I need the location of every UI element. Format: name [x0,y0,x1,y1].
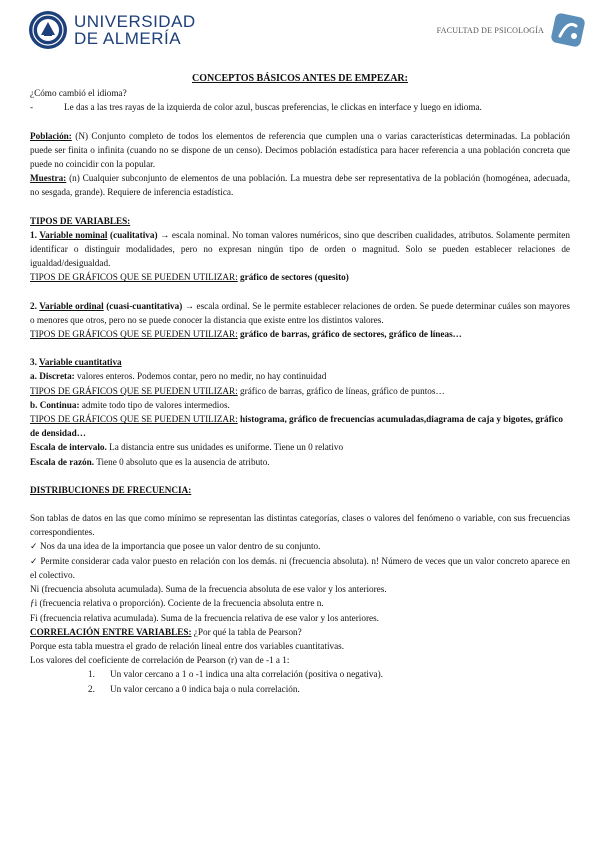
poblacion-text: (N) Conjunto completo de todos los elementos de referencia que cumplen una o varias características determinadas. La población puede ser finita o infinita (cuando no se dispone de un censo). Decimos población estadística para hacer referencia a una población concreta que puede no coincidir con la popular. [30,130,570,170]
dash-bullet: - [30,102,34,113]
muestra-paragraph [30,171,570,199]
v1-number: 1. [30,229,40,240]
discreta-graficos-value: gráfico de barras, gráfico de líneas, gráfico de puntos… [237,385,445,396]
discreta-graficos-label: TIPOS DE GRÁFICOS QUE SE PUEDEN UTILIZAR: [30,385,238,396]
muestra-text: (n) Cualquier subconjunto de elementos de una población. La muestra debe ser representativa de la población (homogénea, adecuada, no sesgada, grande). Requiere de inferencia estadística. [30,173,570,198]
v1-graficos [30,270,570,284]
v1-graficos-label: TIPOS DE GRÁFICOS QUE SE PUEDEN UTILIZAR: [30,272,238,283]
variable-nominal-paragraph [30,228,570,271]
university-seal-icon [28,10,68,50]
v2-graficos-label: TIPOS DE GRÁFICOS QUE SE PUEDEN UTILIZAR: [30,329,238,340]
continua-text: admite todo tipo de valores intermedios. [79,399,230,410]
idioma-answer-text: Le das a las tres rayas de la izquierda de color azul, buscas preferencias, le clickas en interface y luego en idioma. [64,102,482,113]
escala-intervalo-line [30,440,570,454]
university-name-line1: UNIVERSIDAD [74,12,196,31]
v2-graficos-value: gráfico de barras, gráfico de sectores, gráfico de líneas… [237,329,462,340]
variable-cuantitativa-heading [30,355,570,369]
discreta-label: a. Discreta: [30,371,75,382]
escala-intervalo-text: La distancia entre sus unidades es uniforme. Tiene un 0 relativo [106,442,344,453]
v2-name: Variable ordinal [39,300,104,311]
v2-graficos [30,327,570,341]
distribuciones-check-1: ✓ Nos da una idea de la importancia que posee un valor dentro de su conjunto. [30,541,321,552]
variable-ordinal-paragraph [30,299,570,327]
idioma-answer [30,100,570,114]
escala-razon-label: Escala de razón. [30,456,95,467]
correlacion-question: ¿Por qué la tabla de Pearson? [191,626,302,637]
muestra-term: Muestra: [30,173,67,184]
discreta-text: valores enteros. Podemos contar, pero no medir, no hay continuidad [74,371,327,382]
v1-name: Variable nominal [39,229,108,240]
faculty-badge-icon [550,12,586,48]
document-body [30,72,570,696]
list-item-number: 2. [88,683,95,694]
university-logo [28,10,196,50]
correlacion-line-1: Porque esta tabla muestra el grado de relación lineal entre dos variables cuantitativas. [30,640,345,651]
continua-graficos-label: TIPOS DE GRÁFICOS QUE SE PUEDEN UTILIZAR: [30,414,238,425]
frecuencia-fi: ƒi (frecuencia relativa o proporción). Cociente de la frecuencia absoluta entre n. [30,598,324,609]
list-item [88,682,570,696]
list-item-text: Un valor cercano a 0 indica baja o nula correlación. [110,683,300,694]
v2-number: 2. [30,300,40,311]
frecuencia-Ni: Ni (frecuencia absoluta acumulada). Suma de la frecuencia absoluta de ese valor y los anteriores. [30,584,387,595]
discreta-graficos [30,384,570,398]
continua-line [30,398,570,412]
poblacion-paragraph [30,129,570,172]
correlacion-line [30,625,570,639]
list-item-text: Un valor cercano a 1 o -1 indica una alta correlación (positiva o negativa). [110,669,383,680]
continua-graficos [30,412,570,440]
page-header [0,0,600,62]
correlacion-list [88,667,570,695]
v2-qual: (cuasi-cuantitativa) [103,300,183,311]
faculty-logo [437,12,586,48]
v1-qual: (cualitativa) [107,229,158,240]
idioma-question: ¿Cómo cambió el idioma? [30,88,127,99]
escala-razon-text: Tiene 0 absoluto que es la ausencia de atributo. [94,456,270,467]
v2-text: → escala ordinal. Se le permite establecer relaciones de orden. Se puede determinar cuáles son mayores o menores que otros, pero no se puede conocer la distancia que existe entre los distintos valores. [30,300,570,325]
university-name-line2: DE ALMERÍA [74,29,182,48]
poblacion-term: Población: [30,130,72,141]
escala-razon-line [30,455,570,469]
list-item [88,667,570,681]
v1-graficos-value: gráfico de sectores (quesito) [237,272,349,283]
continua-graficos-value: histograma, gráfico de frecuencias acumuladas,diagrama de caja y bigotes, gráfico de densidad… [30,414,563,439]
correlacion-line-2: Los valores del coeficiente de correlación de Pearson (r) van de -1 a 1: [30,655,290,666]
page-title: CONCEPTOS BÁSICOS ANTES DE EMPEZAR: [192,73,408,84]
faculty-name: FACULTAD DE PSICOLOGÍA [436,25,544,35]
v1-text: → escala nominal. No toman valores numéricos, sino que describen cualidades, atributos. Solamente permiten identificar o distinguir modalidades, pero no expresan ningún tipo de orden o magnitud. Solo se pueden establecer relaciones de igualdad/desigualdad. [30,229,570,269]
discreta-line [30,369,570,383]
continua-label: b. Continua: [30,399,80,410]
distribuciones-heading: DISTRIBUCIONES DE FRECUENCIA: [30,484,192,495]
v3-name: Variable cuantitativa [39,357,122,368]
distribuciones-check-2: ✓ Permite considerar cada valor puesto en relación con los demás. ni (frecuencia absoluta). n! Número de veces que un valor concreto aparece en el colectivo. [30,555,570,580]
tipos-heading: TIPOS DE VARIABLES: [30,215,131,226]
distribuciones-intro: Son tablas de datos en las que como mínimo se representan las distintas categorías, clases o valores del fenómeno o variable, con sus frecuencias correspondientes. [30,513,570,538]
list-item-number: 1. [88,669,95,680]
escala-intervalo-label: Escala de intervalo. [30,442,107,453]
v3-number: 3. [30,357,40,368]
frecuencia-Fi: Fi (frecuencia relativa acumulada). Suma de la frecuencia relativa de ese valor y los anteriores. [30,612,379,623]
correlacion-heading: CORRELACIÓN ENTRE VARIABLES: [30,626,192,637]
